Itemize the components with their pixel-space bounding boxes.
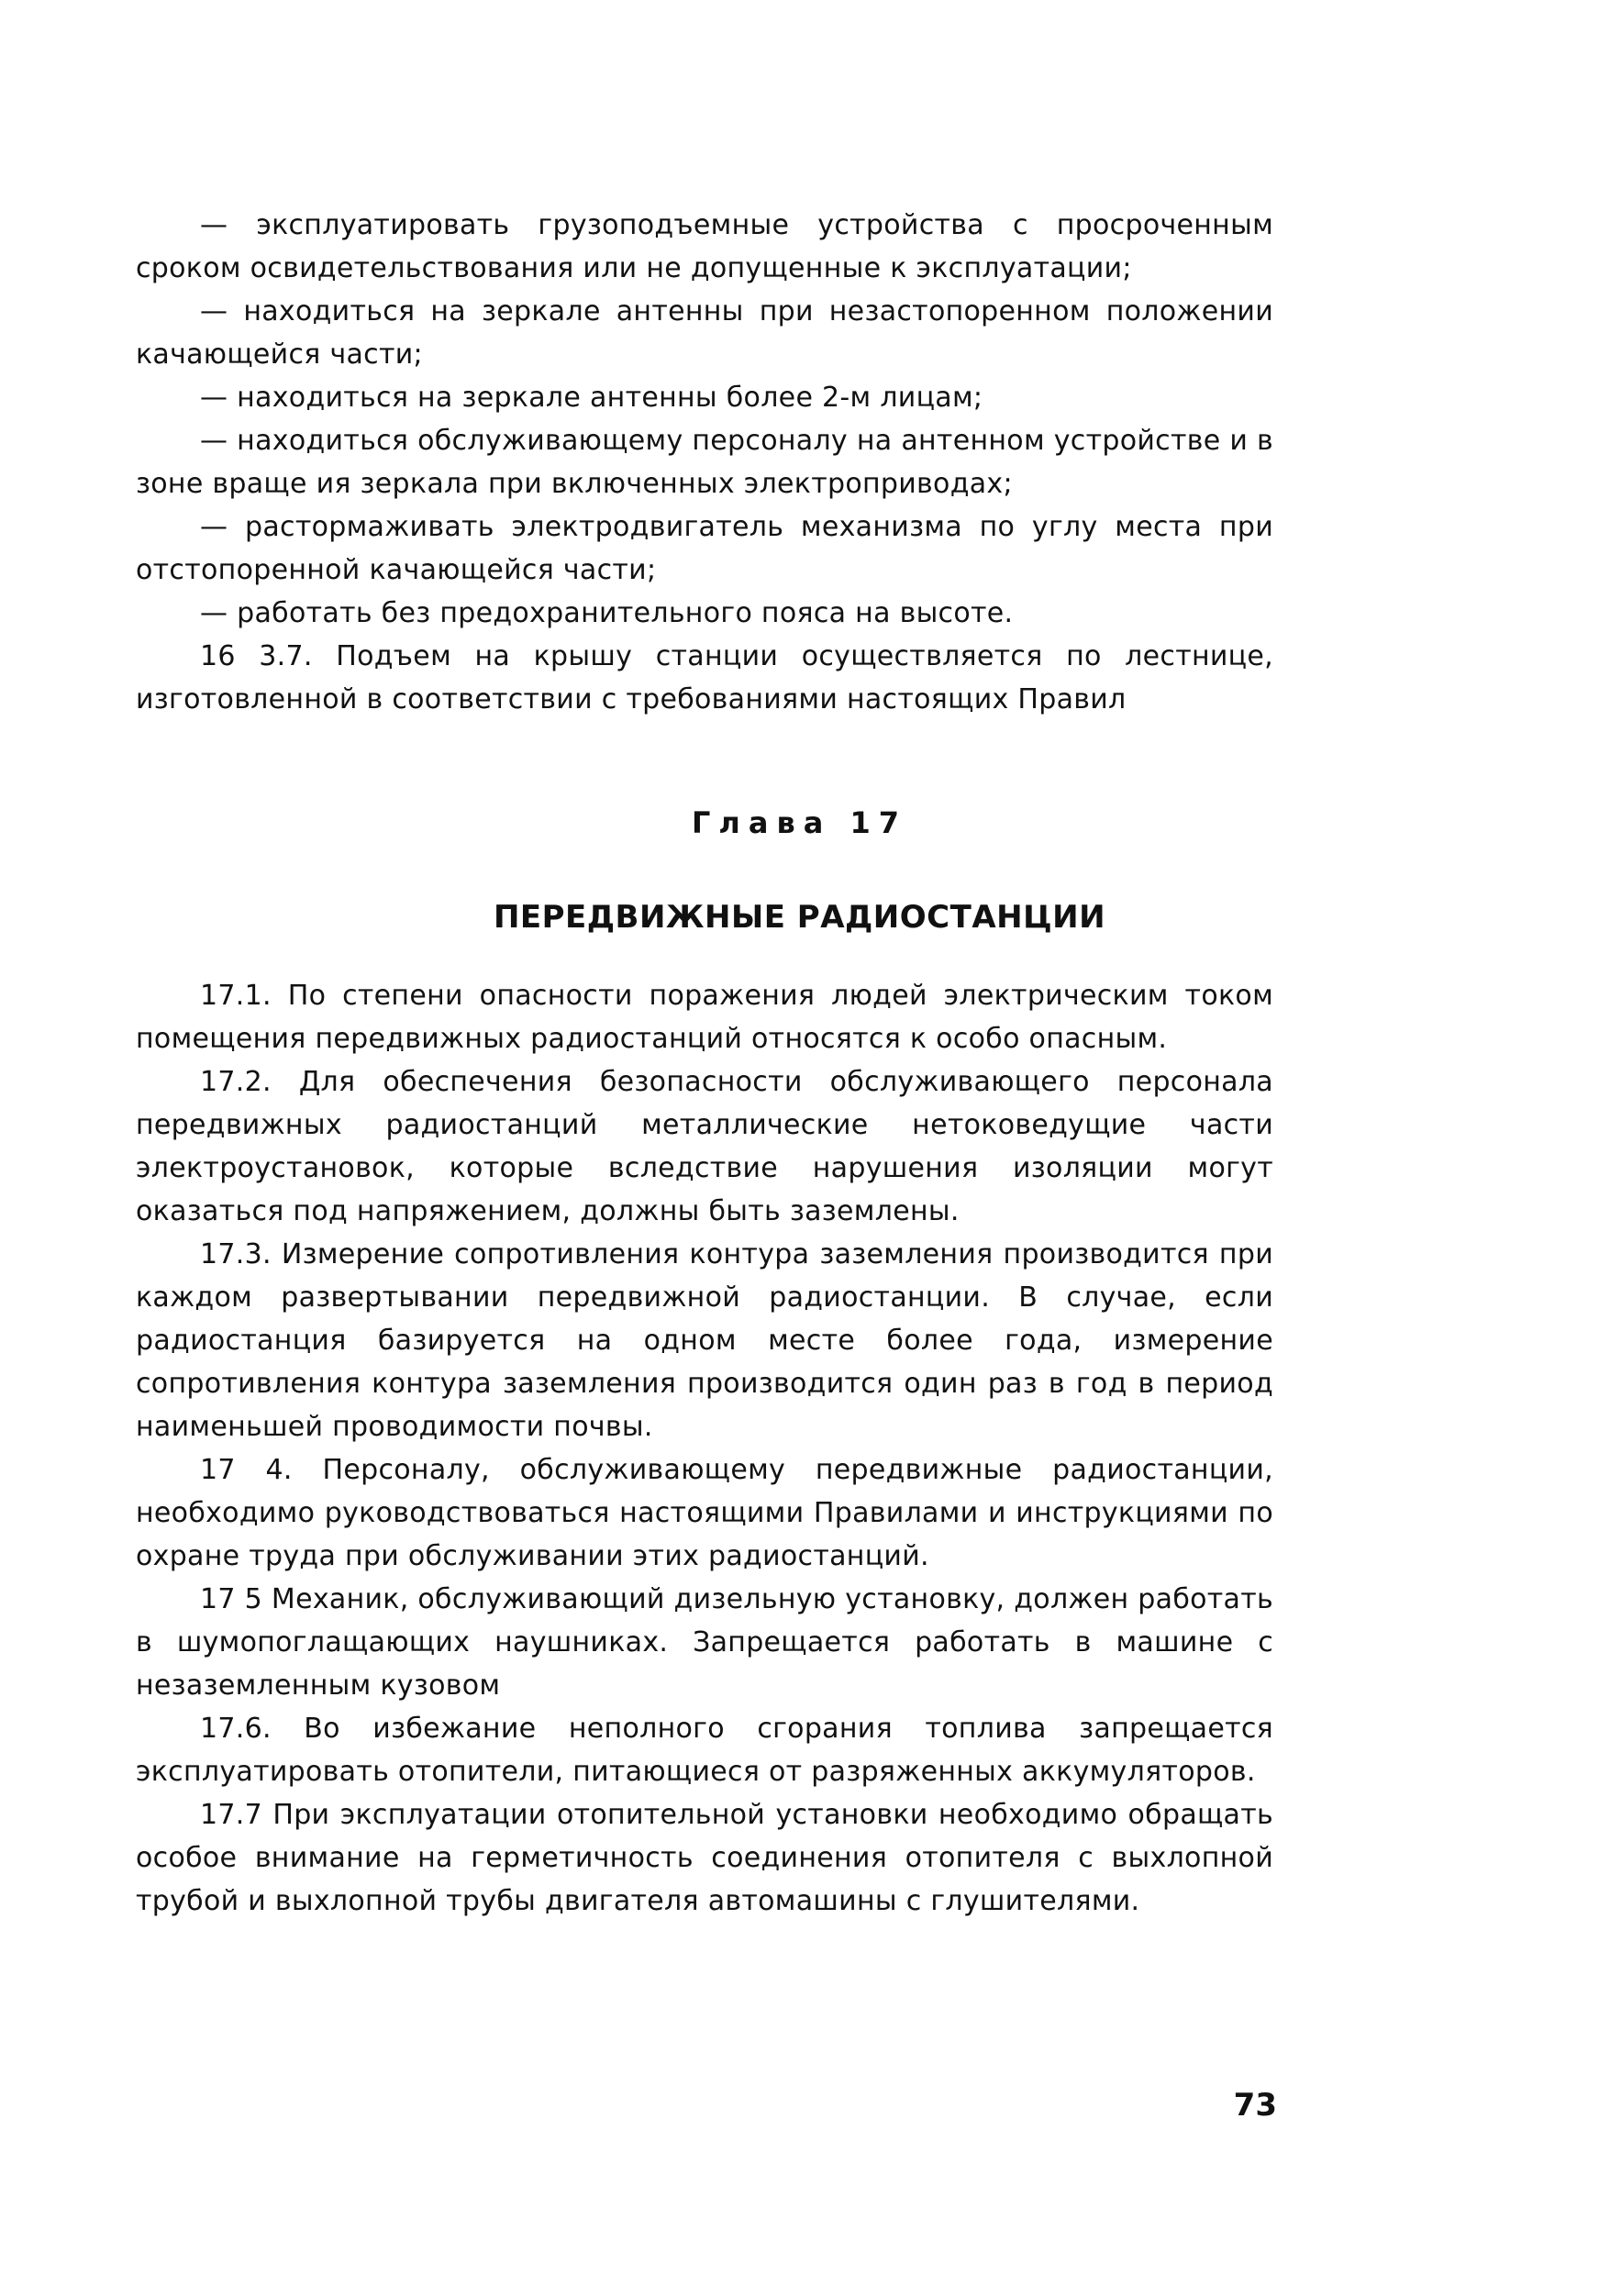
paragraph-17-4: 17 4. Персоналу, обслуживающему передвижные радиостанции, необходимо руководствоваться настоящими Правилами и инструкциями по охране труда при обслуживании этих радиостанций.: [136, 1454, 1273, 1572]
page-number: 73: [1233, 2087, 1277, 2124]
paragraph-17-3: 17.3. Измерение сопротивления контура заземления производится при каждом развертывании передвижной радиостанции. В случае, если радиостанция базируется на одном месте более года, измерение сопротивления контура заземления производится один раз в год в период наименьшей проводимости почвы.: [136, 1238, 1273, 1443]
paragraph-17-7: 17.7 При эксплуатации отопительной установки необходимо обращать особое внимание на герметичность соединения отопителя с выхлопной трубой и выхлопной трубы двигателя автомашины с глушителями.: [136, 1799, 1273, 1917]
paragraph-17-5: 17 5 Механик, обслуживающий дизельную установку, должен работать в шумопоглащающих наушниках. Запрещается работать в машине с незаземленным кузовом: [136, 1583, 1273, 1702]
list-item: — эксплуатировать грузоподъемные устройства с просроченным сроком освидетельствования или не допущенные к эксплуатации;: [136, 209, 1273, 284]
paragraph-17-6: 17.6. Во избежание неполного сгорания топлива запрещается эксплуатировать отопители, питающиеся от разряженных аккумуляторов.: [136, 1713, 1273, 1788]
top-list: [136, 204, 1273, 721]
chapter-title: ПЕРЕДВИЖНЫЕ РАДИОСТАНЦИИ: [493, 899, 1106, 936]
paragraph-16-3-7: 16 3.7. Подъем на крышу станции осуществляется по лестнице, изготовленной в соответствии с требованиями настоящих Правил: [136, 640, 1273, 715]
paragraph-17-2: 17.2. Для обеспечения безопасности обслуживающего персонала передвижных радиостанций металлические нетоковедущие части электроустановок, которые вследствие нарушения изоляции могут оказаться под напряжением, должны быть заземлены.: [136, 1066, 1273, 1227]
chapter-label: Глава 17: [692, 805, 907, 840]
list-item: — находиться на зеркале антенны при незастопоренном положении качающейся части;: [136, 295, 1273, 371]
list-item: — работать без предохранительного пояса на высоте.: [200, 597, 1014, 629]
paragraph-17-1: 17.1. По степени опасности поражения людей электрическим током помещения передвижных радиостанций относятся к особо опасным.: [136, 980, 1273, 1055]
list-item: — находиться на зеркале антенны более 2-м лицам;: [200, 382, 983, 414]
chapter-body: [136, 974, 1273, 1923]
list-item: — растормаживать электродвигатель механизма по углу места при отстопоренной качающейся части;: [136, 511, 1273, 586]
list-item: — находиться обслуживающему персоналу на антенном устройстве и в зоне враще ия зеркала при включенных электроприводах;: [136, 425, 1273, 500]
